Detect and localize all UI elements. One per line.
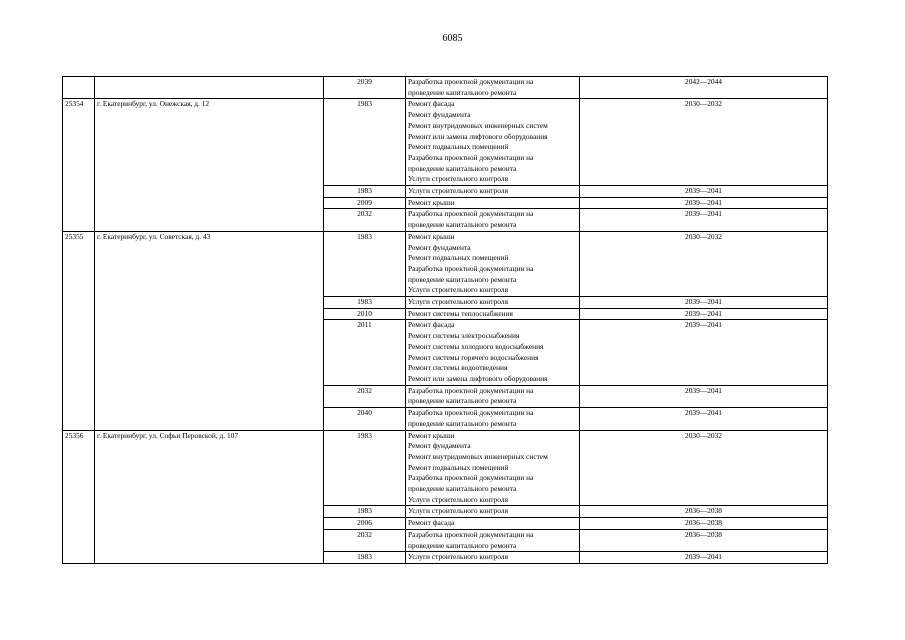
work-type-line: Ремонт фундамента [408, 110, 471, 120]
work-type-line: Разработка проектной документации на [408, 473, 534, 483]
period-cell: 2039—2041 [580, 209, 828, 231]
address-cell: г. Екатеринбург, ул. Онежская, д. 12 [95, 99, 324, 186]
work-type-line: Ремонт системы холодного водоснабжения [408, 341, 544, 351]
work-type-line: Разработка проектной документации на [408, 408, 534, 418]
work-type-line: Ремонт или замена лифтового оборудования [408, 373, 548, 383]
work-type-line: проведение капитального ремонта [408, 163, 517, 173]
work-types-cell [406, 506, 580, 518]
year-cell: 2039 [324, 77, 406, 99]
address-cell [95, 209, 324, 231]
work-type-line: Услуги строительного контроля [408, 174, 508, 184]
work-type-line: Ремонт крыши [408, 231, 455, 241]
work-types-cell [406, 209, 580, 231]
address-cell [95, 320, 324, 385]
work-type-line: Ремонт фасада [408, 99, 455, 109]
table-row [63, 506, 828, 518]
work-types-cell [406, 308, 580, 320]
building-id-cell [63, 77, 95, 99]
work-type-line: Услуги строительного контроля [408, 494, 508, 504]
period-cell: 2039—2041 [580, 385, 828, 407]
period-cell: 2036—2038 [580, 518, 828, 530]
building-id-cell [63, 552, 95, 564]
building-id-cell [63, 506, 95, 518]
work-type-line: проведение капитального ремонта [408, 396, 517, 406]
year-cell: 1983 [324, 99, 406, 186]
period-cell: 2030—2032 [580, 430, 828, 506]
address-cell [95, 518, 324, 530]
period-cell: 2042—2044 [580, 77, 828, 99]
work-types-cell [406, 297, 580, 309]
period-cell: 2039—2041 [580, 308, 828, 320]
period-cell: 2039—2041 [580, 297, 828, 309]
work-type-line: Ремонт подвальных помещений [408, 142, 509, 152]
building-id-cell [63, 518, 95, 530]
work-type-line: Ремонт внутридомовых инженерных систем [408, 120, 548, 130]
work-type-line: проведение капитального ремонта [408, 418, 517, 428]
period-cell: 2039—2041 [580, 552, 828, 564]
work-types-cell [406, 408, 580, 430]
table-row [63, 552, 828, 564]
work-type-line: Услуги строительного контроля [408, 285, 508, 295]
work-type-line: Ремонт системы горячего водоснабжения [408, 352, 539, 362]
period-cell: 2039—2041 [580, 186, 828, 198]
building-id-cell [63, 529, 95, 551]
work-types-cell [406, 99, 580, 186]
work-type-line: Ремонт подвальных помещений [408, 253, 509, 263]
address-cell [95, 408, 324, 430]
building-id-cell: 25354 [63, 99, 95, 186]
building-id-cell: 25355 [63, 231, 95, 296]
capital-repair-table [62, 76, 828, 564]
address-cell [95, 385, 324, 407]
table-row [63, 77, 828, 99]
work-type-line: Ремонт подвальных помещений [408, 462, 509, 472]
building-id-cell [63, 385, 95, 407]
work-types-cell [406, 186, 580, 198]
table-row [63, 385, 828, 407]
work-type-line: Разработка проектной документации на [408, 77, 534, 86]
year-cell: 1983 [324, 552, 406, 564]
work-types-cell [406, 231, 580, 296]
address-cell [95, 308, 324, 320]
work-type-line: Ремонт системы теплоснабжения [408, 308, 513, 318]
table-row [63, 209, 828, 231]
building-id-cell [63, 297, 95, 309]
work-type-line: Ремонт фасада [408, 518, 455, 528]
address-cell [95, 197, 324, 209]
page-number: 6085 [442, 33, 463, 44]
period-cell: 2039—2041 [580, 197, 828, 209]
work-type-line: Разработка проектной документации на [408, 529, 534, 539]
work-type-line: Ремонт фасада [408, 320, 455, 330]
work-type-line: Услуги строительного контроля [408, 506, 508, 516]
year-cell: 1983 [324, 506, 406, 518]
address-cell [95, 77, 324, 99]
table-row [63, 231, 828, 296]
year-cell: 2006 [324, 518, 406, 530]
period-cell: 2030—2032 [580, 231, 828, 296]
work-type-line: Ремонт крыши [408, 430, 455, 440]
work-type-line: Ремонт системы электроснабжения [408, 331, 520, 341]
address-cell: г. Екатеринбург, ул. Советская, д. 43 [95, 231, 324, 296]
year-cell: 1983 [324, 297, 406, 309]
period-cell: 2039—2041 [580, 408, 828, 430]
building-id-cell [63, 320, 95, 385]
work-types-cell [406, 529, 580, 551]
work-types-cell [406, 430, 580, 506]
work-type-line: проведение капитального ремонта [408, 484, 517, 494]
table-row [63, 308, 828, 320]
work-type-line: проведение капитального ремонта [408, 220, 517, 230]
address-cell: г. Екатеринбург, ул. Софьи Перовской, д. 107 [95, 430, 324, 506]
work-types-cell [406, 518, 580, 530]
work-type-line: Ремонт системы водоотведения [408, 363, 508, 373]
work-type-line: Ремонт крыши [408, 197, 455, 207]
year-cell: 2032 [324, 209, 406, 231]
period-cell: 2039—2041 [580, 320, 828, 385]
period-cell: 2030—2032 [580, 99, 828, 186]
table-row [63, 99, 828, 186]
building-id-cell [63, 197, 95, 209]
year-cell: 2040 [324, 408, 406, 430]
table-row [63, 430, 828, 506]
address-cell [95, 529, 324, 551]
work-type-line: Ремонт или замена лифтового оборудования [408, 131, 548, 141]
year-cell: 1983 [324, 231, 406, 296]
year-cell: 2010 [324, 308, 406, 320]
table-row [63, 297, 828, 309]
building-id-cell [63, 408, 95, 430]
work-types-cell [406, 197, 580, 209]
work-type-line: проведение капитального ремонта [408, 274, 517, 284]
work-type-line: Разработка проектной документации на [408, 385, 534, 395]
work-types-cell [406, 385, 580, 407]
address-cell [95, 506, 324, 518]
work-types-cell [406, 320, 580, 385]
work-type-line: Услуги строительного контроля [408, 297, 508, 307]
work-type-line: Разработка проектной документации на [408, 209, 534, 219]
work-type-line: Разработка проектной документации на [408, 263, 534, 273]
year-cell: 1983 [324, 186, 406, 198]
work-type-line: Услуги строительного контроля [408, 186, 508, 196]
year-cell: 2032 [324, 385, 406, 407]
period-cell: 2036—2038 [580, 529, 828, 551]
year-cell: 1983 [324, 430, 406, 506]
work-types-cell [406, 77, 580, 99]
table-row [63, 186, 828, 198]
building-id-cell [63, 186, 95, 198]
work-type-line: Ремонт внутридомовых инженерных систем [408, 451, 548, 461]
building-id-cell [63, 209, 95, 231]
address-cell [95, 186, 324, 198]
table-body [63, 77, 828, 564]
period-cell: 2036—2038 [580, 506, 828, 518]
table-row [63, 408, 828, 430]
building-id-cell [63, 308, 95, 320]
work-type-line: Ремонт фундамента [408, 242, 471, 252]
work-type-line: Разработка проектной документации на [408, 152, 534, 162]
table-row [63, 518, 828, 530]
table-row [63, 320, 828, 385]
year-cell: 2032 [324, 529, 406, 551]
work-types-cell [406, 552, 580, 564]
year-cell: 2009 [324, 197, 406, 209]
address-cell [95, 552, 324, 564]
work-type-line: проведение капитального ремонта [408, 540, 517, 550]
work-type-line: Услуги строительного контроля [408, 552, 508, 562]
work-type-line: Ремонт фундамента [408, 441, 471, 451]
building-id-cell: 25356 [63, 430, 95, 506]
table-row [63, 529, 828, 551]
address-cell [95, 297, 324, 309]
table-row [63, 197, 828, 209]
year-cell: 2011 [324, 320, 406, 385]
work-type-line: проведение капитального ремонта [408, 87, 517, 97]
